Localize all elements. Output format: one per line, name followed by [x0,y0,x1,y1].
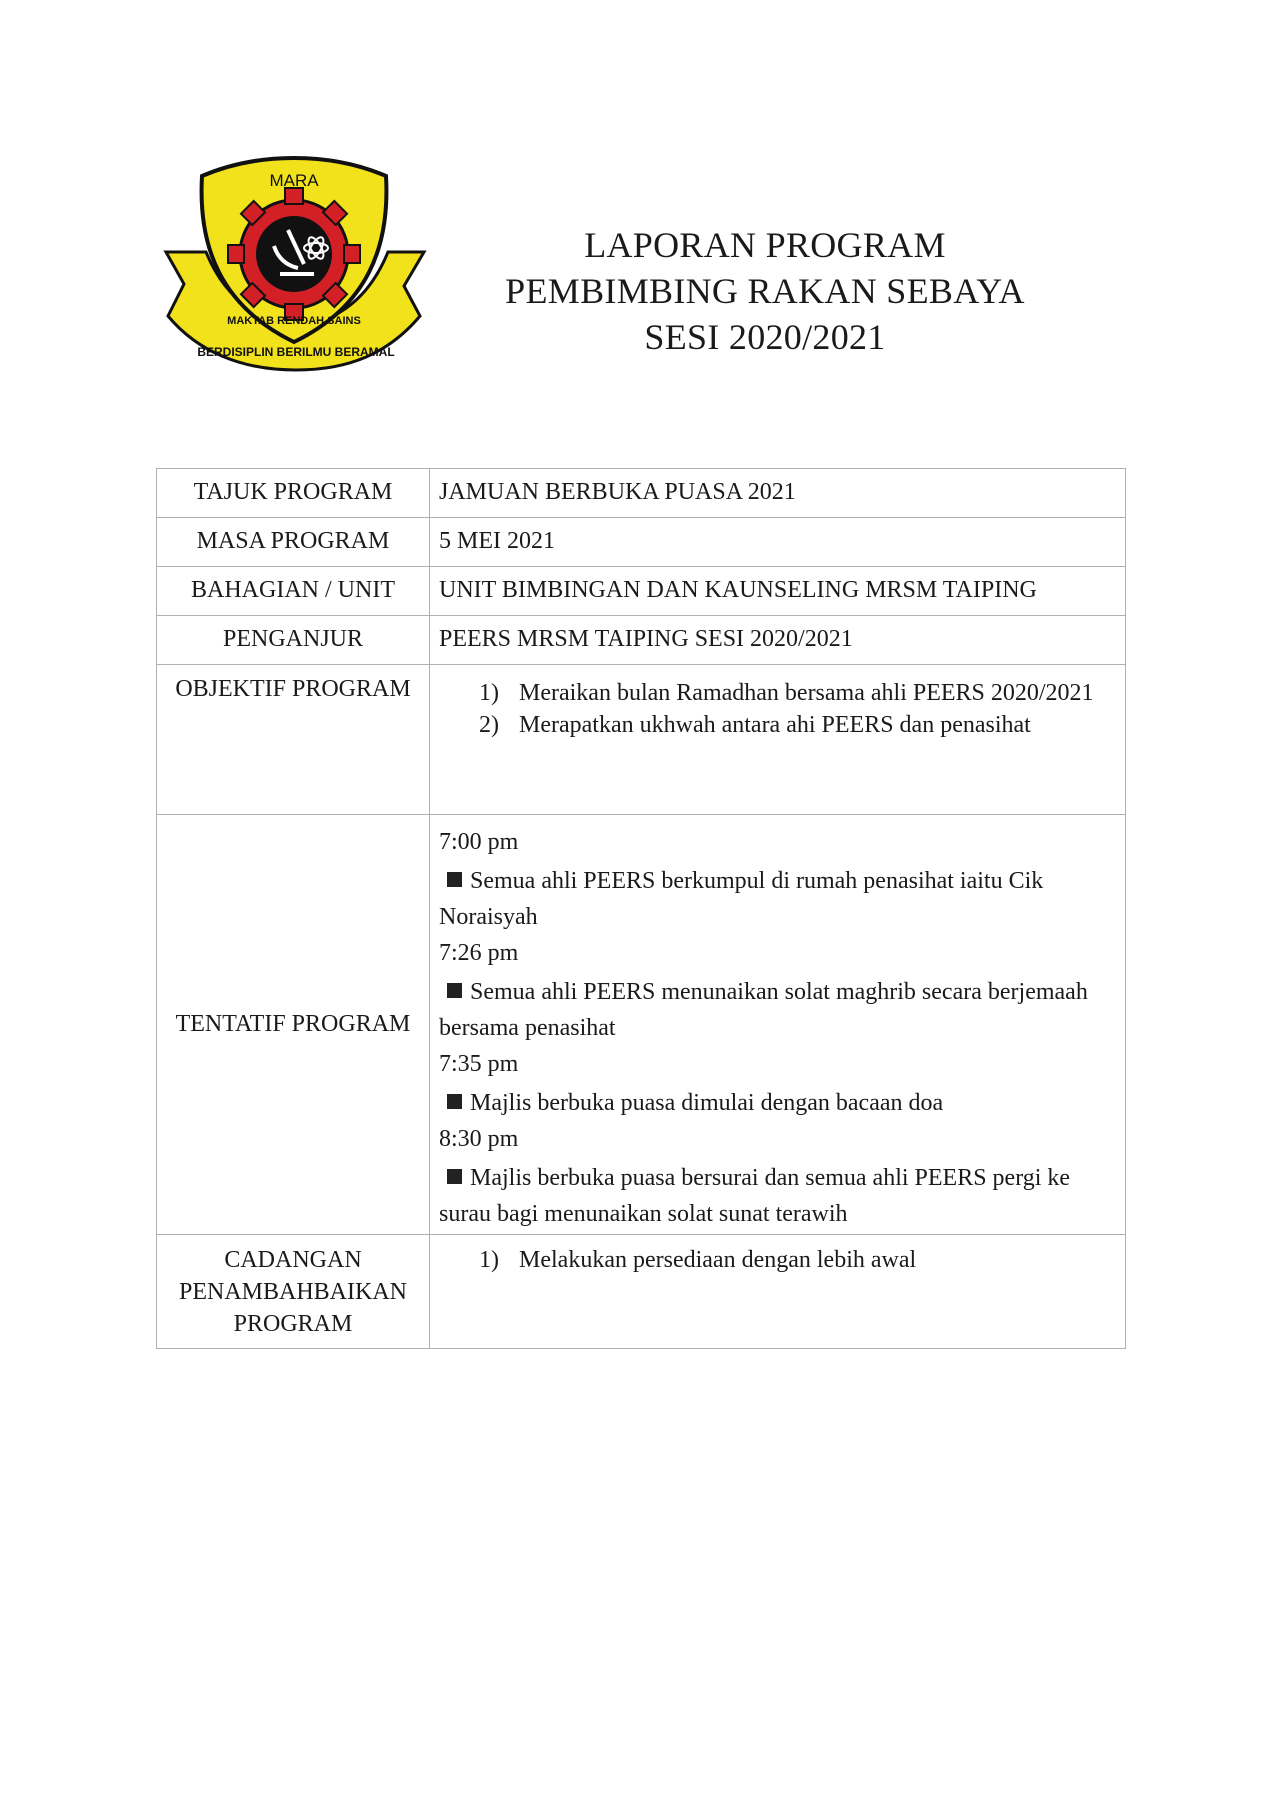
objektif-list [439,677,1115,741]
bullet-square-icon [447,983,462,998]
bullet-square-icon [447,1169,462,1184]
label-tentatif: TENTATIF PROGRAM [157,815,430,1235]
label-penganjur: PENGANJUR [157,616,430,665]
title-line-3: SESI 2020/2021 [644,317,886,357]
label-objektif: OBJEKTIF PROGRAM [157,665,430,815]
schedule-time: 7:35 pm [439,1051,519,1077]
value-tentatif [430,815,1126,1235]
cadangan-list [439,1244,1115,1276]
table-row-penganjur [157,616,1126,665]
list-item: 1) Melakukan persediaan dengan lebih awal [479,1247,917,1273]
value-masa: 5 MEI 2021 [430,518,1126,567]
table-row-bahagian [157,567,1126,616]
list-item: 2) Merapatkan ukhwah antara ahi PEERS dan penasihat [479,712,1031,738]
label-tajuk: TAJUK PROGRAM [157,469,430,518]
table-row-masa [157,518,1126,567]
schedule-activity: Semua ahli PEERS menunaikan solat maghrib secara berjemaah bersama penasihat [439,979,1088,1041]
schedule-activity: Majlis berbuka puasa bersurai dan semua ahli PEERS pergi ke surau bagi menunaikan solat sunat terawih [439,1165,1071,1227]
value-bahagian: UNIT BIMBINGAN DAN KAUNSELING MRSM TAIPING [430,567,1126,616]
value-cadangan [430,1235,1126,1349]
logo-gear [228,188,360,320]
report-table [156,468,1126,1349]
label-masa: MASA PROGRAM [157,518,430,567]
list-item: 1) Meraikan bulan Ramadhan bersama ahli PEERS 2020/2021 [479,680,1094,706]
schedule-time: 7:26 pm [439,940,519,966]
logo-ring-text: MAKTAB RENDAH SAINS [227,315,361,327]
label-bahagian: BAHAGIAN / UNIT [157,567,430,616]
table-row-tentatif [157,815,1126,1235]
schedule-time: 7:00 pm [439,829,519,855]
schedule-time: 8:30 pm [439,1126,519,1152]
logo-ribbon-text: BERDISIPLIN BERILMU BERAMAL [197,345,395,359]
value-penganjur: PEERS MRSM TAIPING SESI 2020/2021 [430,616,1126,665]
table-row-cadangan [157,1235,1126,1349]
value-objektif [430,665,1126,815]
schedule-activity: Semua ahli PEERS berkumpul di rumah penasihat iaitu Cik Noraisyah [439,868,1044,930]
report-title [440,222,1090,360]
value-tajuk: JAMUAN BERBUKA PUASA 2021 [430,469,1126,518]
tentatif-schedule [439,815,1115,1232]
schedule-activity: Majlis berbuka puasa dimulai dengan bacaan doa [439,1085,1115,1121]
title-line-1: LAPORAN PROGRAM [584,225,946,265]
table-row-objektif [157,665,1126,815]
bullet-square-icon [447,872,462,887]
label-cadangan: CADANGAN PENAMBAHBAIKAN PROGRAM [157,1235,430,1349]
bullet-square-icon [447,1094,462,1109]
table-row-tajuk [157,469,1126,518]
mara-mrsm-logo [158,156,428,378]
title-line-2: PEMBIMBING RAKAN SEBAYA [505,271,1025,311]
logo-top-text: MARA [269,171,319,190]
